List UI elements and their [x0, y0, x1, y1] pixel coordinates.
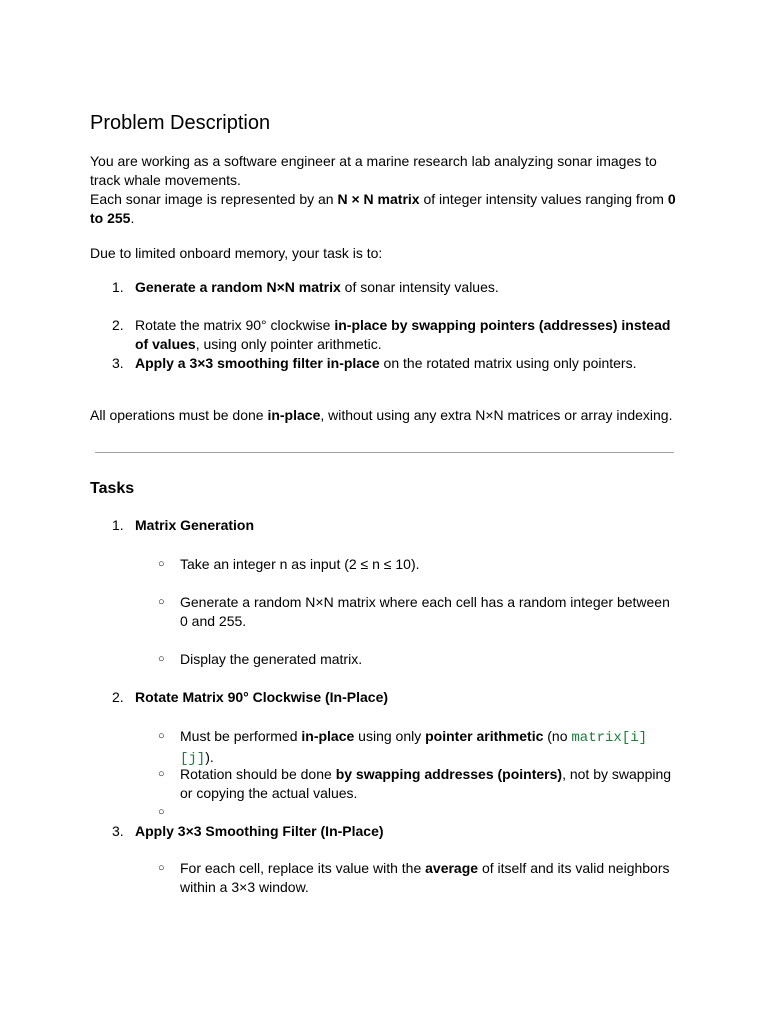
task-3-b1-bold: average	[425, 860, 479, 876]
step-3-text: on the rotated matrix using only pointers.	[379, 355, 637, 371]
intro-paragraph	[90, 152, 680, 228]
inline-code: matrix[i][j]	[180, 730, 648, 767]
step-1-number: 1.	[112, 279, 124, 295]
tasks-heading: Tasks	[90, 480, 135, 497]
step-2	[135, 316, 680, 354]
bullet-icon: ○	[158, 862, 165, 874]
task-2-b1-p3: (no	[543, 728, 572, 744]
task-2-b1-bold2: pointer arithmetic	[425, 728, 544, 744]
constraint-prefix: All operations must be done	[90, 407, 268, 423]
step-1-text: of sonar intensity values.	[340, 279, 499, 295]
horizontal-divider	[95, 452, 674, 453]
task-1-title: Matrix Generation	[135, 517, 255, 533]
task-3-b1-p2: of itself and its valid neighbors within a 3×3 window.	[180, 860, 670, 895]
constraint-paragraph	[90, 406, 680, 425]
constraint-bold: in-place	[267, 407, 321, 423]
intro-matrix-bold: N × N matrix	[337, 191, 420, 207]
bullet-icon: ○	[158, 806, 165, 818]
task-2-number: 2.	[112, 689, 124, 705]
step-2-bold: in-place by swapping pointers (addresses) instead of values	[135, 317, 671, 352]
task-3-title: Apply 3×3 Smoothing Filter (In-Place)	[135, 823, 384, 839]
task-3-bullet-1	[180, 859, 680, 897]
intro-line-2-suffix: .	[130, 210, 135, 226]
intro-line-1: You are working as a software engineer at a marine research lab analyzing sonar images to track whale movements.	[90, 153, 657, 188]
intro-range-bold: 0 to 255	[90, 191, 676, 226]
task-2-b1-p4: ).	[205, 749, 214, 765]
task-2-bullet-1	[180, 727, 680, 769]
step-1	[135, 278, 680, 297]
task-2-bullet-2	[180, 765, 680, 803]
task-1-bullet-3: Display the generated matrix.	[180, 651, 363, 667]
step-3-bold: Apply a 3×3 smoothing filter in-place	[135, 355, 380, 371]
constraint-suffix: , without using any extra N×N matrices or array indexing.	[320, 407, 673, 423]
intro-line-2-prefix: Each sonar image is represented by an	[90, 191, 338, 207]
intro-line-2-mid: of integer intensity values ranging from	[419, 191, 668, 207]
task-1-number: 1.	[112, 517, 124, 533]
bullet-icon: ○	[158, 596, 165, 608]
task-2-title: Rotate Matrix 90° Clockwise (In-Place)	[135, 689, 389, 705]
step-2-pre: Rotate the matrix 90° clockwise	[135, 317, 335, 333]
task-3-number: 3.	[112, 823, 124, 839]
step-1-bold: Generate a random N×N matrix	[135, 279, 341, 295]
step-3-number: 3.	[112, 355, 124, 371]
task-2-b1-p1: Must be performed	[180, 728, 302, 744]
bullet-icon: ○	[158, 768, 165, 780]
memory-note: Due to limited onboard memory, your task is to:	[90, 245, 383, 261]
step-2-text: , using only pointer arithmetic.	[195, 336, 382, 352]
task-1-bullet-1: Take an integer n as input (2 ≤ n ≤ 10).	[180, 556, 420, 572]
task-3-b1-p1: For each cell, replace its value with the	[180, 860, 426, 876]
bullet-icon: ○	[158, 653, 165, 665]
task-2-b2-p1: Rotation should be done	[180, 766, 336, 782]
bullet-icon: ○	[158, 558, 165, 570]
page-title: Problem Description	[90, 112, 271, 134]
bullet-icon: ○	[158, 730, 165, 742]
task-2-b2-p2: , not by swapping or copying the actual values.	[180, 766, 672, 801]
task-2-b1-p2: using only	[354, 728, 426, 744]
task-1-bullet-2: Generate a random N×N matrix where each cell has a random integer between 0 and 255.	[180, 594, 670, 629]
step-2-number: 2.	[112, 317, 124, 333]
step-3	[135, 354, 680, 373]
task-2-b1-bold1: in-place	[301, 728, 355, 744]
task-2-b2-bold: by swapping addresses (pointers)	[335, 766, 563, 782]
